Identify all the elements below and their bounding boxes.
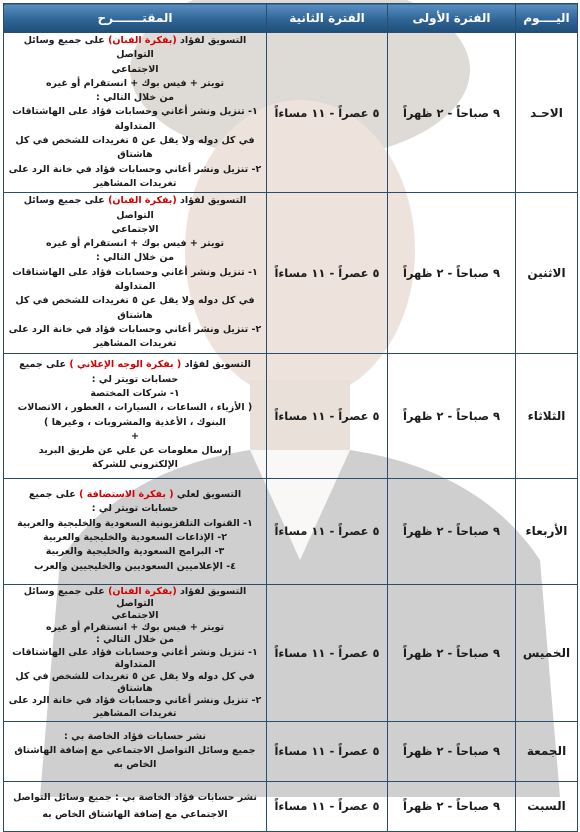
proposal-text: ١- القنوات التلفزيونية السعودية والخليجية والعربية [17, 517, 253, 529]
proposal-highlight: ( بفكرة الوجه الإعلاني ) [69, 359, 182, 371]
first-period-cell: ٩ صباحاً - ٢ ظهراً [388, 584, 516, 721]
proposal-text: التسويق لفؤاد [180, 35, 247, 46]
first-period-cell: ٩ صباحاً - ٢ ظهراً [388, 478, 516, 584]
proposal-text: ١- تنزيل ونشر أغاني وحسابات فؤاد على الهاشتاقات [12, 106, 258, 118]
proposal-text: ١- شركات المختصة [90, 387, 180, 399]
proposal-text: تغريدات المشاهير [93, 338, 177, 350]
proposal-cell [4, 353, 267, 478]
proposal-text: على جميع وسائل التواصل [23, 585, 154, 609]
proposal-text: على جميع [19, 359, 66, 371]
proposal-cell [4, 721, 267, 781]
table-header-row [4, 4, 578, 33]
proposal-text: على جميع [28, 489, 76, 501]
schedule-table [3, 3, 578, 832]
proposal-text: في كل دوله ولا يقل عن ٥ تغريدات للشخص في كل هاشتاق [15, 135, 255, 161]
header-first-period: الفترة الأولى [388, 4, 516, 33]
proposal-cell [4, 193, 267, 353]
proposal-text: على جميع وسائل التواصل [23, 35, 154, 61]
table-row [4, 353, 578, 478]
proposal-text: إرسال معلومات عن علي عن طريق البريد [38, 445, 232, 457]
proposal-text: تويتر + فيس بوك + انستقرام أو غيره [45, 238, 225, 250]
table-row [4, 478, 578, 584]
proposal-text: ٢- الإذاعات السعودية والخليجية والعربية [42, 532, 228, 544]
second-period-cell: ٥ عصراً - ١١ مساءاً [267, 721, 388, 781]
proposal-text: ٢- تنزيل ونشر أغاني وحسابات فؤاد في خانة الرد على [8, 323, 262, 335]
table-row [4, 584, 578, 721]
second-period-cell: ٥ عصراً - ١١ مساءاً [267, 353, 388, 478]
proposal-highlight: (بفكرة الفنان) [108, 195, 177, 207]
table-row [4, 781, 578, 831]
proposal-text: نشر حسابات فؤاد الخاصة بي : [64, 730, 206, 742]
proposal-text: حسابات تويتر لي : [91, 503, 179, 515]
proposal-cell [4, 584, 267, 721]
proposal-text: على جميع وسائل التواصل [23, 195, 154, 221]
proposal-text: التسويق لعلي [176, 489, 242, 501]
day-cell: السبت [516, 781, 578, 831]
proposal-text: البنوك ، الأغذية والمشروبات ، وغيرها ) [44, 416, 226, 428]
second-period-cell: ٥ عصراً - ١١ مساءاً [267, 781, 388, 831]
proposal-text: من خلال التالي : [96, 634, 174, 646]
day-cell: الثلاثاء [516, 353, 578, 478]
proposal-text: المتداولة [114, 120, 156, 132]
proposal-text: الاجتماعي [111, 63, 159, 75]
proposal-text: تويتر + فيس بوك + انستقرام أو غيره [45, 77, 225, 89]
proposal-text: حسابات تويتر لي : [91, 373, 179, 385]
proposal-text: الاجتماعي مع إضافة الهاشتاق الخاص به [42, 809, 228, 821]
second-period-cell: ٥ عصراً - ١١ مساءاً [267, 584, 388, 721]
proposal-text: من خلال التالي : [96, 92, 174, 104]
proposal-text: التسويق لفؤاد [184, 359, 251, 371]
proposal-text: التسويق لفؤاد [180, 585, 247, 597]
proposal-text: ( الأزياء ، الساعات ، السيارات ، العطور ، الاتصالات [17, 402, 253, 414]
proposal-text: ١- تنزيل ونشر أغاني وحسابات فؤاد على الهاشتاقات [12, 646, 258, 658]
first-period-cell: ٩ صباحاً - ٢ ظهراً [388, 781, 516, 831]
proposal-text: جميع وسائل التواصل الاجتماعي مع إضافة الهاشتاق [14, 745, 256, 757]
proposal-text: الإلكتروني للشركة [92, 459, 178, 471]
second-period-cell: ٥ عصراً - ١١ مساءاً [267, 193, 388, 353]
proposal-text: من خلال التالي : [96, 252, 174, 264]
proposal-text: في كل دوله ولا يقل عن ٥ تغريدات للشخص في كل هاشتاق [15, 670, 255, 695]
first-period-cell: ٩ صباحاً - ٢ ظهراً [388, 353, 516, 478]
first-period-cell: ٩ صباحاً - ٢ ظهراً [388, 193, 516, 353]
proposal-cell [4, 478, 267, 584]
proposal-text: ٣- البرامج السعودية والخليجية والعربية [45, 546, 225, 558]
table-row [4, 33, 578, 193]
header-proposal: المقتـــــــرح [4, 4, 267, 33]
proposal-highlight: (بفكرة الفنان) [108, 35, 177, 46]
proposal-text: المتداولة [114, 658, 156, 670]
proposal-text: الاجتماعي [111, 223, 159, 235]
day-cell: الخميس [516, 584, 578, 721]
proposal-text: ٢- تنزيل ونشر أغاني وحسابات فؤاد في خانة الرد على [8, 163, 262, 175]
proposal-text: الخاص به [113, 759, 157, 771]
header-day: اليــــوم [516, 4, 578, 33]
proposal-text: + [131, 430, 139, 442]
first-period-cell: ٩ صباحاً - ٢ ظهراً [388, 721, 516, 781]
header-second-period: الفترة الثانية [267, 4, 388, 33]
proposal-highlight: ( بفكرة الاستضافة ) [79, 489, 174, 501]
proposal-text: في كل دوله ولا يقل عن ٥ تغريدات للشخص في كل هاشتاق [15, 295, 255, 321]
proposal-text: تغريدات المشاهير [93, 177, 177, 189]
day-cell: الاحـد [516, 33, 578, 193]
proposal-cell [4, 33, 267, 193]
second-period-cell: ٥ عصراً - ١١ مساءاً [267, 478, 388, 584]
first-period-cell: ٩ صباحاً - ٢ ظهراً [388, 33, 516, 193]
second-period-cell: ٥ عصراً - ١١ مساءاً [267, 33, 388, 193]
proposal-text: نشر حسابات فؤاد الخاصة بي : جميع وسائل التواصل [13, 792, 257, 804]
proposal-text: تغريدات المشاهير [93, 707, 177, 719]
table-row [4, 193, 578, 353]
day-cell: الأربعاء [516, 478, 578, 584]
proposal-text: ١- تنزيل ونشر أغاني وحسابات فؤاد على الهاشتاقات [12, 266, 258, 278]
day-cell: الاثنين [516, 193, 578, 353]
day-cell: الجمعة [516, 721, 578, 781]
proposal-text: الاجتماعي [111, 609, 159, 621]
proposal-highlight: (بفكرة الفنان) [108, 585, 177, 597]
proposal-text: ٢- تنزيل ونشر أغاني وحسابات فؤاد في خانة الرد على [8, 695, 262, 707]
proposal-text: المتداولة [114, 281, 156, 293]
table-row [4, 721, 578, 781]
proposal-cell [4, 781, 267, 831]
proposal-text: التسويق لفؤاد [180, 195, 247, 207]
proposal-text: تويتر + فيس بوك + انستقرام أو غيره [45, 622, 225, 634]
proposal-text: ٤- الإعلاميين السعوديين والخليجيين والعرب [34, 560, 236, 572]
